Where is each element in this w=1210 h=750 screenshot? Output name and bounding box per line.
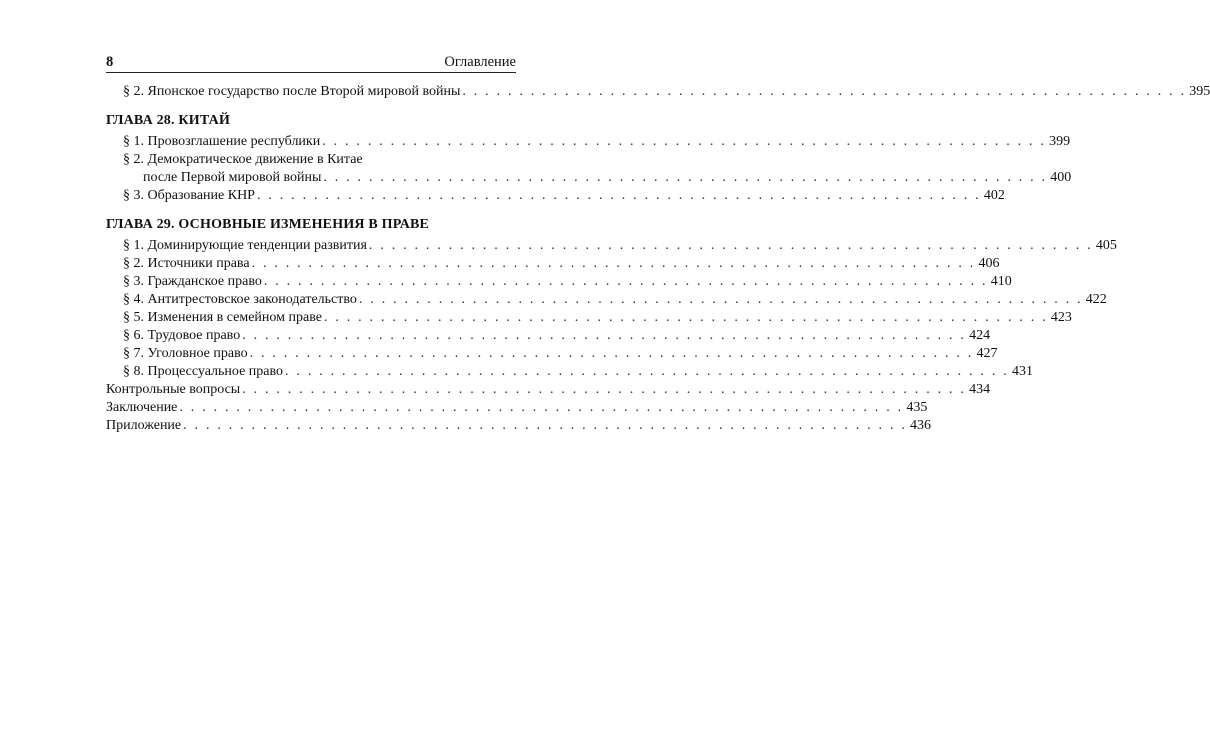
toc-entry-label: после Первой мировой войны — [143, 170, 322, 185]
dot-leader: . . . . . . . . . . . . . . . . . . . . . . . . . . . . . . . . . . . . . . . . . . . . . . . . . . . . . . . . . . . . . . . . — [323, 310, 1048, 325]
dot-leader: . . . . . . . . . . . . . . . . . . . . . . . . . . . . . . . . . . . . . . . . . . . . . . . . . . . . . . . . . . . . . . . . — [251, 256, 976, 271]
toc-entry — [106, 399, 928, 417]
toc-entry-page: 402 — [983, 188, 1005, 203]
toc-entry — [106, 345, 998, 363]
running-title: Оглавление — [444, 54, 516, 70]
toc-entry-page: 422 — [1085, 292, 1107, 307]
toc-entry-page: 436 — [910, 418, 932, 433]
toc-entry-label: § 1. Доминирующие тенденции развития — [123, 238, 367, 253]
table-of-contents — [106, 83, 1210, 435]
chapter-entries — [106, 237, 1117, 381]
dot-leader: . . . . . . . . . . . . . . . . . . . . . . . . . . . . . . . . . . . . . . . . . . . . . . . . . . . . . . . . . . . . . . . . — [183, 418, 908, 433]
dot-leader: . . . . . . . . . . . . . . . . . . . . . . . . . . . . . . . . . . . . . . . . . . . . . . . . . . . . . . . . . . . . . . . . — [285, 364, 1009, 379]
dot-leader: . . . . . . . . . . . . . . . . . . . . . . . . . . . . . . . . . . . . . . . . . . . . . . . . . . . . . . . . . . . . . . . . — [322, 134, 1047, 149]
toc-entry — [106, 273, 1012, 291]
header-rule — [106, 72, 516, 73]
toc-entry — [106, 417, 932, 435]
toc-entry-page: 399 — [1049, 134, 1071, 149]
running-header — [106, 54, 516, 74]
toc-entry-page: 424 — [969, 328, 991, 343]
toc-entry — [106, 133, 1071, 151]
dot-leader: . . . . . . . . . . . . . . . . . . . . . . . . . . . . . . . . . . . . . . . . . . . . . . . . . . . . . . . . . . . . . . . . — [462, 84, 1187, 99]
toc-entry-label: § 5. Изменения в семейном праве — [123, 310, 322, 325]
toc-entry-page: 434 — [969, 382, 991, 397]
toc-entry — [106, 255, 1000, 273]
toc-entry-label: § 7. Уголовное право — [123, 346, 248, 361]
toc-entry-page: 406 — [978, 256, 1000, 271]
toc-entry-page: 431 — [1011, 364, 1033, 379]
toc-entry-page: 427 — [976, 346, 998, 361]
toc-entry — [106, 363, 1033, 381]
dot-leader: . . . . . . . . . . . . . . . . . . . . . . . . . . . . . . . . . . . . . . . . . . . . . . . . . . . . . . . . . . . . . . . . — [323, 170, 1048, 185]
toc-entry — [106, 291, 1107, 309]
dot-leader: . . . . . . . . . . . . . . . . . . . . . . . . . . . . . . . . . . . . . . . . . . . . . . . . . . . . . . . . . . . . . . . . — [358, 292, 1083, 307]
chapter-heading: ГЛАВА 28. КИТАЙ — [106, 113, 231, 128]
dot-leader: . . . . . . . . . . . . . . . . . . . . . . . . . . . . . . . . . . . . . . . . . . . . . . . . . . . . . . . . . . . . . . . . — [242, 382, 967, 397]
dot-leader: . . . . . . . . . . . . . . . . . . . . . . . . . . . . . . . . . . . . . . . . . . . . . . . . . . . . . . . . . . . . . . . . — [242, 328, 967, 343]
toc-entry-label: Приложение — [106, 418, 182, 433]
toc-entry — [106, 381, 991, 399]
toc-entry-label: § 3. Образование КНР — [123, 188, 255, 203]
dot-leader: . . . . . . . . . . . . . . . . . . . . . . . . . . . . . . . . . . . . . . . . . . . . . . . . . . . . . . . . . . . . . . . . — [249, 346, 974, 361]
toc-entry-page: 410 — [990, 274, 1012, 289]
toc-entry-label: § 3. Гражданское право — [123, 274, 262, 289]
dot-leader: . . . . . . . . . . . . . . . . . . . . . . . . . . . . . . . . . . . . . . . . . . . . . . . . . . . . . . . . . . . . . . . . — [368, 238, 1093, 253]
toc-entry-label-line: § 2. Демократическое движение в Китае — [123, 152, 363, 167]
toc-entry-page: 405 — [1095, 238, 1117, 253]
toc-entry-label: § 2. Источники права — [123, 256, 250, 271]
toc-entry — [106, 237, 1117, 255]
toc-entry-page: 395 — [1189, 84, 1210, 99]
toc-entry-label: § 8. Процессуальное право — [123, 364, 284, 379]
dot-leader: . . . . . . . . . . . . . . . . . . . . . . . . . . . . . . . . . . . . . . . . . . . . . . . . . . . . . . . . . . . . . . . . — [256, 188, 981, 203]
toc-entry — [106, 83, 1210, 101]
toc-entry-label: § 6. Трудовое право — [123, 328, 241, 343]
dot-leader: . . . . . . . . . . . . . . . . . . . . . . . . . . . . . . . . . . . . . . . . . . . . . . . . . . . . . . . . . . . . . . . . — [179, 400, 904, 415]
page-number: 8 — [106, 54, 114, 70]
toc-entry-label: § 1. Провозглашение республики — [123, 134, 321, 149]
back-matter — [106, 381, 991, 435]
toc-entry-page: 423 — [1050, 310, 1072, 325]
toc-entry-label: Заключение — [106, 400, 178, 415]
toc-entry-page: 435 — [906, 400, 928, 415]
chapter-entries — [106, 133, 1072, 205]
dot-leader: . . . . . . . . . . . . . . . . . . . . . . . . . . . . . . . . . . . . . . . . . . . . . . . . . . . . . . . . . . . . . . . . — [263, 274, 988, 289]
toc-entry — [106, 169, 1072, 187]
toc-entry-label: Контрольные вопросы — [106, 382, 241, 397]
toc-entry-label: § 4. Антитрестовское законодательство — [123, 292, 357, 307]
toc-entry-label: § 2. Японское государство после Второй мировой войны — [123, 84, 461, 99]
toc-entry-page: 400 — [1050, 170, 1072, 185]
chapter-heading: ГЛАВА 29. ОСНОВНЫЕ ИЗМЕНЕНИЯ В ПРАВЕ — [106, 217, 430, 232]
toc-entry — [106, 327, 991, 345]
toc-entry — [106, 187, 1005, 205]
toc-entry — [106, 309, 1072, 327]
